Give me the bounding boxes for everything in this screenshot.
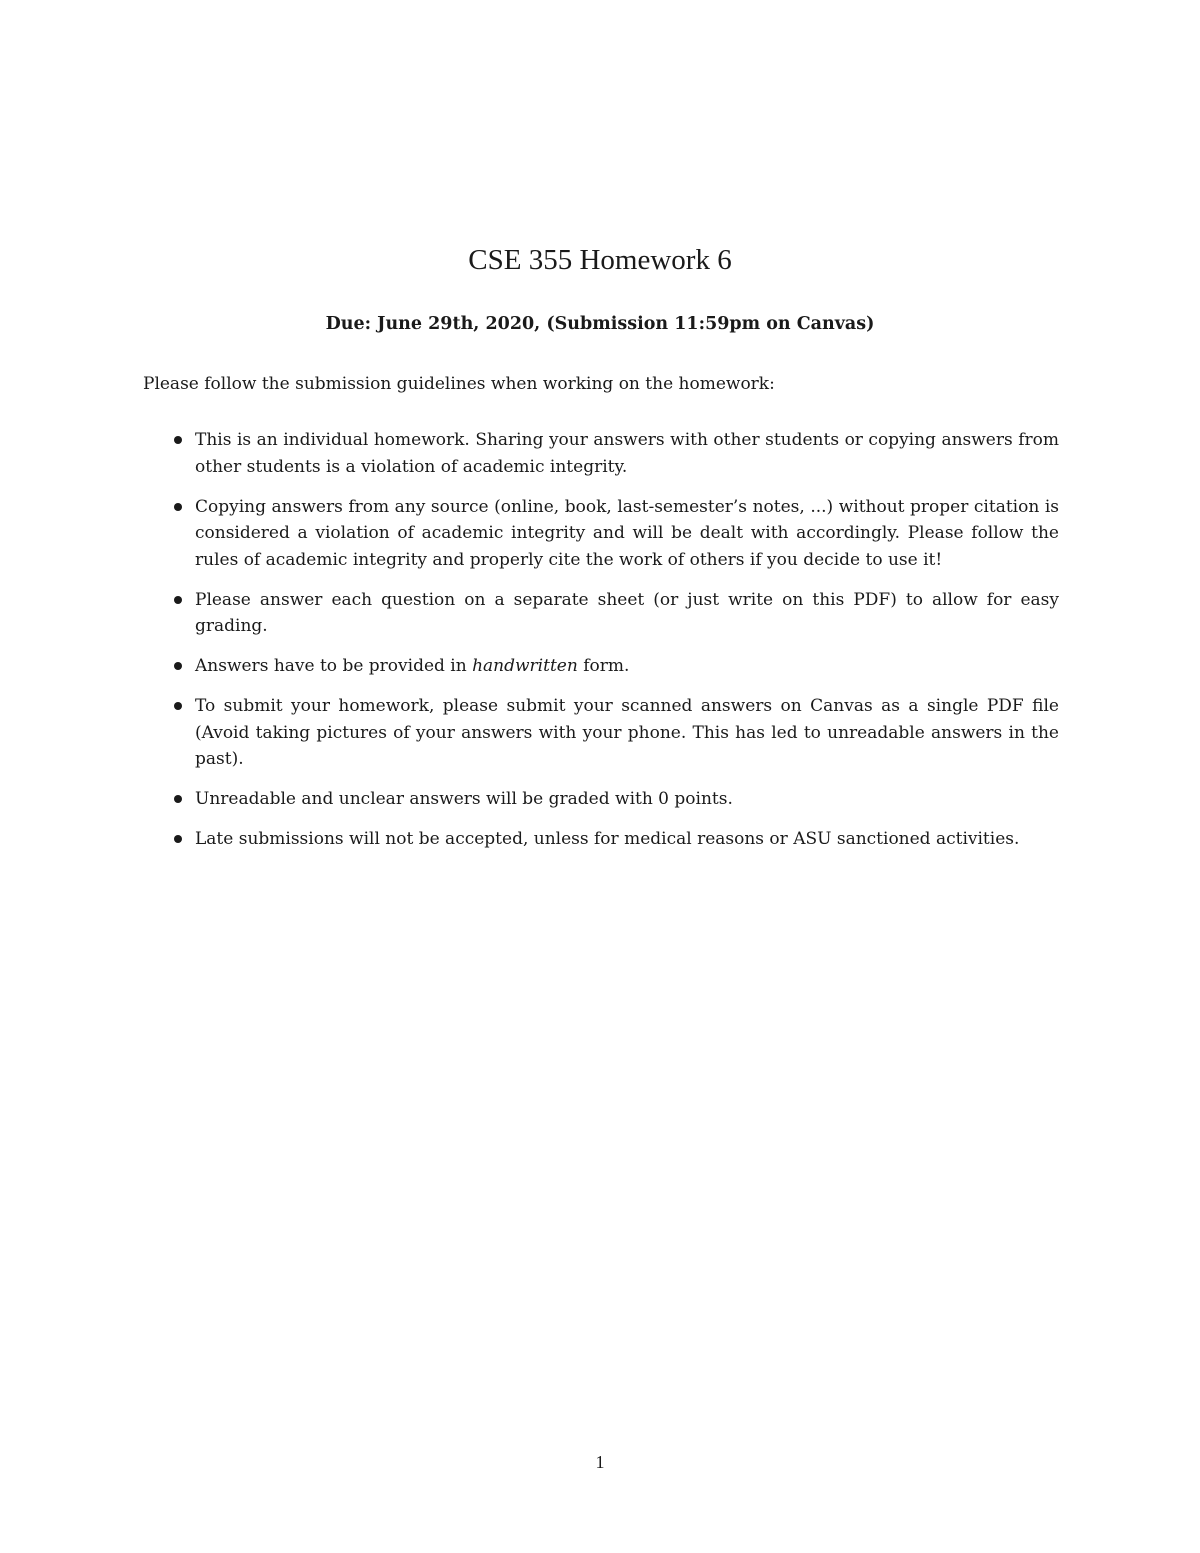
guideline-text: Unreadable and unclear answers will be graded with 0 points. xyxy=(195,789,733,809)
guideline-item xyxy=(143,587,1059,640)
guideline-emphasis: handwritten xyxy=(472,656,578,676)
guidelines-list xyxy=(143,427,1059,866)
bullet-icon xyxy=(174,795,182,803)
page-title: CSE 355 Homework 6 xyxy=(468,244,732,276)
guideline-text: This is an individual homework. Sharing your answers with other students or copying answers from other students is a violation of academic integrity. xyxy=(195,430,1059,477)
page-number: 1 xyxy=(595,1452,605,1472)
guideline-item xyxy=(143,427,1059,480)
bullet-icon xyxy=(174,702,182,710)
guideline-text: Late submissions will not be accepted, unless for medical reasons or ASU sanctioned activities. xyxy=(195,829,1020,849)
guideline-text-before: Answers have to be provided in xyxy=(195,656,473,676)
bullet-icon xyxy=(174,436,182,444)
due-date-line: Due: June 29th, 2020, (Submission 11:59pm on Canvas) xyxy=(325,314,875,334)
guideline-item xyxy=(143,826,1059,853)
guideline-text: To submit your homework, please submit your scanned answers on Canvas as a single PDF file (Avoid taking pictures of your answers with your phone. This has led to unreadable answers in the past). xyxy=(195,696,1059,769)
bullet-icon xyxy=(174,596,182,604)
guideline-text: Please answer each question on a separate sheet (or just write on this PDF) to allow for easy grading. xyxy=(195,589,1059,636)
intro-text: Please follow the submission guidelines when working on the homework: xyxy=(143,374,775,394)
guideline-item xyxy=(143,494,1059,574)
guideline-text: Copying answers from any source (online, book, last-semester’s notes, ...) without proper citation is considered a violation of academic integrity and will be dealt with accordingly. Please follow the rules of academic integrity and properly cite the work of others if you decide to use it! xyxy=(195,496,1059,570)
guideline-item xyxy=(143,693,1059,773)
bullet-icon xyxy=(174,503,182,511)
guideline-item xyxy=(143,653,1059,680)
guideline-item xyxy=(143,786,1059,813)
bullet-icon xyxy=(174,662,182,670)
bullet-icon xyxy=(174,835,182,843)
guideline-text-after: form. xyxy=(577,656,630,676)
